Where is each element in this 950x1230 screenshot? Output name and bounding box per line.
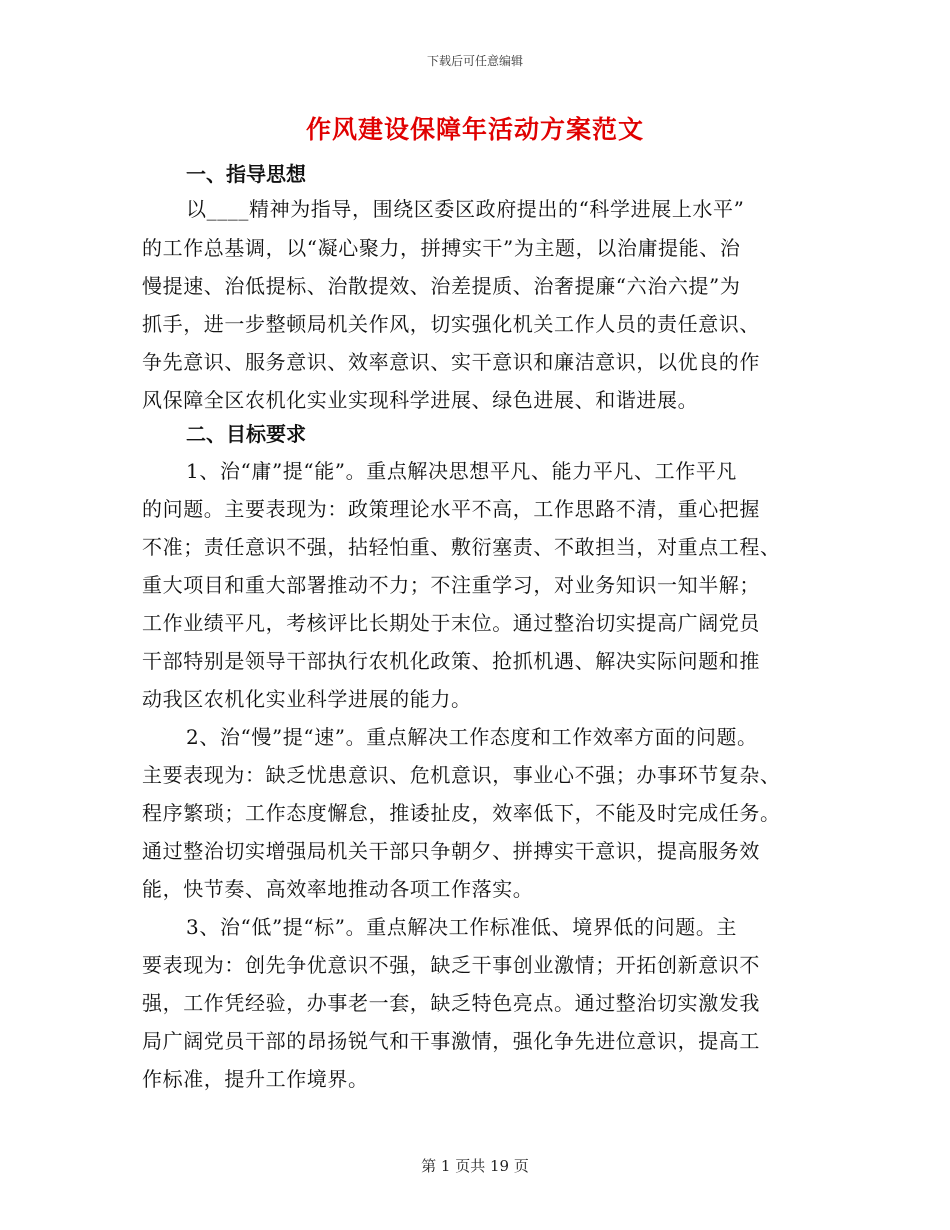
- paragraph-line: 主要表现为：缺乏忧患意识、危机意识，事业心不强；办事环节复杂、: [142, 763, 781, 787]
- paragraph-line: 通过整治切实增强局机关干部只争朝夕、拼搏实干意识，提高服务效: [142, 839, 760, 863]
- paragraph-line: 争先意识、服务意识、效率意识、实干意识和廉洁意识，以优良的作: [142, 350, 760, 374]
- paragraph-line: 程序繁琐；工作态度懈怠，推诿扯皮，效率低下，不能及时完成任务。: [142, 801, 781, 825]
- paragraph-line: 以____精神为指导，围绕区委区政府提出的“科学进展上水平”: [186, 197, 745, 221]
- paragraph-line: 不准；责任意识不强，拈轻怕重、敷衍塞责、不敢担当，对重点工程、: [142, 535, 781, 559]
- paragraph-line: 抓手，进一步整顿局机关作风，切实强化机关工作人员的责任意识、: [142, 312, 760, 336]
- paragraph-line: 局广阔党员干部的昂扬锐气和干事激情，强化争先进位意识，提高工: [142, 1029, 760, 1053]
- paragraph-line: 的工作总基调，以“凝心聚力，拼搏实干”为主题，以治庸提能、治: [142, 236, 741, 260]
- paragraph-line: 3、治“低”提“标”。重点解决工作标准低、境界低的问题。主: [186, 915, 738, 939]
- paragraph-line: 重大项目和重大部署推动不力；不注重学习，对业务知识一知半解；: [142, 573, 760, 597]
- paragraph-line: 慢提速、治低提标、治散提效、治差提质、治奢提廉“六治六提”为: [142, 274, 741, 298]
- paragraph-line: 强，工作凭经验，办事老一套，缺乏特色亮点。通过整治切实激发我: [142, 991, 760, 1015]
- paragraph-line: 2、治“慢”提“速”。重点解决工作态度和工作效率方面的问题。: [186, 725, 758, 749]
- section-heading-guiding-ideology: 一、指导思想: [186, 162, 306, 186]
- paragraph-line: 要表现为：创先争优意识不强，缺乏干事创业激情；开拓创新意识不: [142, 953, 760, 977]
- paragraph-line: 工作业绩平凡，考核评比长期处于末位。通过整治切实提高广阔党员: [142, 611, 760, 635]
- paragraph-line: 作标准，提升工作境界。: [142, 1067, 369, 1091]
- paragraph-line: 1、治“庸”提“能”。重点解决思想平凡、能力平凡、工作平凡: [186, 459, 738, 483]
- paragraph-line: 动我区农机化实业科学进展的能力。: [142, 687, 472, 711]
- paragraph-line: 的问题。主要表现为：政策理论水平不高，工作思路不清，重心把握: [142, 497, 760, 521]
- section-heading-goals: 二、目标要求: [186, 422, 306, 446]
- paragraph-line: 能，快节奏、高效率地推动各项工作落实。: [142, 877, 534, 901]
- page-footer: 第 1 页共 19 页: [421, 1157, 529, 1175]
- document-title: 作风建设保障年活动方案范文: [305, 115, 644, 144]
- paragraph-line: 风保障全区农机化实业实现科学进展、绿色进展、和谐进展。: [142, 388, 699, 412]
- paragraph-line: 干部特别是领导干部执行农机化政策、抢抓机遇、解决实际问题和推: [142, 649, 760, 673]
- header-note: 下载后可任意编辑: [426, 54, 523, 68]
